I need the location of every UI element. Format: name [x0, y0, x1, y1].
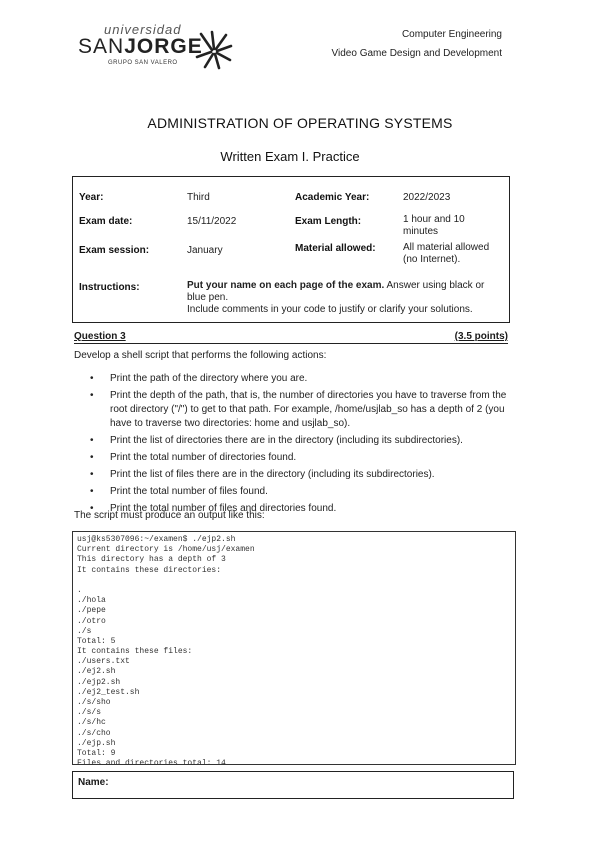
terminal-line: . [77, 585, 82, 595]
exam-date-label: Exam date: [79, 216, 133, 227]
exam-info-table [72, 176, 510, 323]
header-degree-line-2: Video Game Design and Development [331, 48, 502, 59]
material-allowed-value-2: (no Internet). [403, 254, 461, 265]
logo-universidad-text: universidad [104, 22, 182, 37]
terminal-line: ./users.txt [77, 657, 130, 667]
logo-jorge-text: JORGE [124, 35, 203, 58]
list-item: • Print the depth of the path, that is, the number of directories you have to traverse from the root directory ("/") to get to that path. For example, /home/usjlab_so has a depth of 2 (you have to traverse two directories: home and usjlab_so). [90, 389, 520, 431]
logo-wordmark [78, 35, 203, 59]
instructions-line-2: blue pen. [187, 292, 229, 303]
exam-length-label: Exam Length: [295, 216, 362, 227]
list-item: • Print the total number of files and directories found. [90, 502, 520, 516]
question-points: (3.5 points) [454, 331, 508, 342]
terminal-line: usj@ks5307096:~/examen$ ./ejp2.sh [77, 535, 236, 544]
terminal-line: Files and directories total: 14 [77, 759, 226, 769]
terminal-line: Current directory is /home/usj/examen [77, 545, 255, 555]
instructions-line-3: Include comments in your code to justify or clarify your solutions. [187, 304, 473, 315]
output-intro: The script must produce an output like this: [74, 510, 265, 521]
terminal-line: ./hola [77, 596, 106, 606]
instructions-label: Instructions: [79, 282, 140, 293]
list-item: • Print the path of the directory where you are. [90, 372, 520, 386]
terminal-line: ./ej2_test.sh [77, 687, 140, 697]
name-field-box[interactable] [72, 771, 514, 799]
terminal-line: ./s/cho [77, 728, 111, 738]
question-intro: Develop a shell script that performs the following actions: [74, 350, 327, 361]
instructions-line-1 [187, 280, 484, 292]
starburst-logo-icon [195, 30, 233, 70]
list-item: • Print the list of directories there are in the directory (including its subdirectories). [90, 434, 520, 448]
terminal-line: ./ejp.sh [77, 738, 116, 748]
instructions-bold-text: Put your name on each page of the exam. [187, 280, 385, 291]
logo-san-text: SAN [78, 35, 125, 58]
terminal-line: ./s [77, 626, 92, 636]
exam-length-value-1: 1 hour and 10 [403, 214, 465, 225]
terminal-line: Total: 5 [77, 636, 116, 646]
terminal-line: ./ej2.sh [77, 667, 116, 677]
terminal-line: ./ejp2.sh [77, 677, 121, 687]
logo-grupo-text: GRUPO SAN VALERO [108, 60, 178, 66]
exam-session-value: January [187, 245, 223, 256]
name-label: Name: [78, 777, 109, 788]
terminal-line: ./s/hc [77, 718, 106, 728]
question-title: Question 3 [74, 331, 126, 342]
list-item: • Print the total number of directories found. [90, 451, 520, 465]
list-item: • Print the list of files there are in the directory (including its subdirectories). [90, 468, 520, 482]
terminal-line: Total: 9 [77, 748, 116, 758]
instructions-rest-text: Answer using black or [384, 280, 485, 291]
terminal-output-box [72, 531, 516, 769]
exam-length-value-2: minutes [403, 226, 439, 237]
university-logo [78, 22, 238, 74]
academic-year-value: 2022/2023 [403, 192, 451, 203]
page-subtitle: Written Exam I. Practice [220, 149, 360, 164]
terminal-line: ./s/s [77, 708, 102, 718]
header-degree-line-1: Computer Engineering [401, 29, 502, 40]
exam-session-label: Exam session: [79, 245, 150, 256]
requirements-list [90, 372, 520, 519]
material-allowed-value-1: All material allowed [403, 242, 490, 253]
year-label: Year: [79, 192, 104, 203]
list-item: • Print the total number of files found. [90, 485, 520, 499]
academic-year-label: Academic Year: [295, 192, 370, 203]
terminal-line: ./pepe [77, 606, 106, 616]
terminal-line: ./s/sho [77, 698, 111, 707]
year-value: Third [187, 192, 210, 203]
exam-date-value: 15/11/2022 [187, 216, 237, 227]
terminal-line: ./otro [77, 616, 106, 626]
terminal-blank-line [77, 576, 511, 586]
material-allowed-label: Material allowed: [295, 243, 376, 254]
question-header [74, 330, 508, 344]
terminal-line: It contains these files: [77, 647, 193, 657]
terminal-line: This directory has a depth of 3 [77, 555, 226, 565]
terminal-line: It contains these directories: [77, 565, 222, 575]
page-title: ADMINISTRATION OF OPERATING SYSTEMS [147, 115, 453, 131]
